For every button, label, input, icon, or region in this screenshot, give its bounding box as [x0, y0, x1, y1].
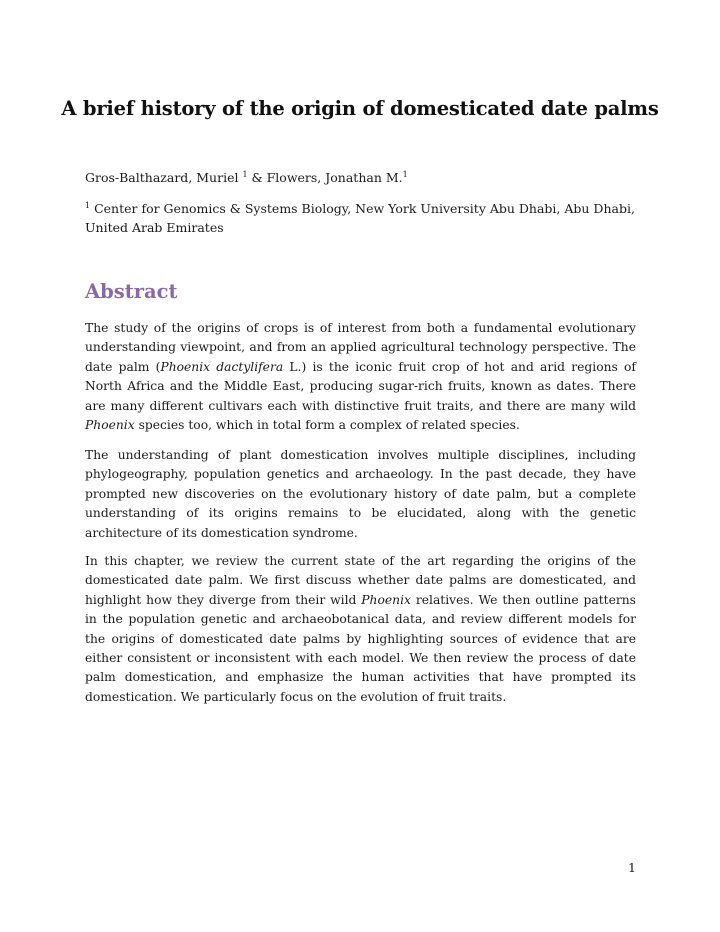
- author-1-name: Gros-Balthazard, Muriel: [85, 170, 239, 185]
- author-separator: &: [247, 170, 267, 185]
- author-1-affiliation-mark: 1: [242, 169, 248, 179]
- p3-text-b: relatives. We then outline patterns in the population genetic and archaeobotanical data, and review different models for the origins of domesticated date palms by highlighting sources of evidence that are either consistent or inconsistent with each model. We then review the process of date palm domestication, and emphasize the human activities that have prompted its domestication. We particularly focus on the evolution of fruit traits.: [85, 592, 636, 704]
- abstract-paragraph-1: [85, 319, 636, 435]
- affiliation-text: Center for Genomics & Systems Biology, New York University Abu Dhabi, Abu Dhabi, United Arab Emirates: [85, 201, 635, 235]
- abstract-paragraph-2: The understanding of plant domestication involves multiple disciplines, including phylogeography, population genetics and archaeology. In the past decade, they have prompted new discoveries on the evolutionary history of date palm, but a complete understanding of its origins remains to be elucidated, along with the genetic architecture of its domestication syndrome.: [85, 448, 636, 540]
- affiliation-mark: 1: [85, 200, 91, 210]
- p1-genus-name: Phoenix: [85, 418, 135, 433]
- p1-text-c: species too, which in total form a complex of related species.: [134, 418, 520, 433]
- abstract-paragraph-3: [85, 552, 636, 707]
- p3-genus-name: Phoenix: [361, 592, 411, 607]
- author-2-name: Flowers, Jonathan M.: [266, 170, 403, 185]
- affiliation: [85, 199, 637, 237]
- p1-species-name: Phoenix dactylifera: [160, 359, 284, 374]
- author-2-affiliation-mark: 1: [402, 169, 408, 179]
- page-number: 1: [628, 860, 636, 875]
- p1-text-b: L.) is the iconic fruit crop of hot and arid regions of North Africa and the Middle East, producing sugar-rich fruits, known as dates. There are many different cultivars each with distinctive fruit traits, and there are many wild: [85, 359, 636, 413]
- author-line: [85, 170, 408, 185]
- p1-text-a: The study of the origins of crops is of interest from both a fundamental evolutionary understanding viewpoint, and from an applied agricultural technology perspective. The date palm (: [85, 321, 636, 374]
- abstract-heading: Abstract: [85, 280, 178, 303]
- paper-title: A brief history of the origin of domesticated date palms: [61, 97, 659, 120]
- p3-text-a: In this chapter, we review the current state of the art regarding the origins of the domesticated date palm. We first discuss whether date palms are domesticated, and highlight how they diverge from their wild: [85, 554, 636, 607]
